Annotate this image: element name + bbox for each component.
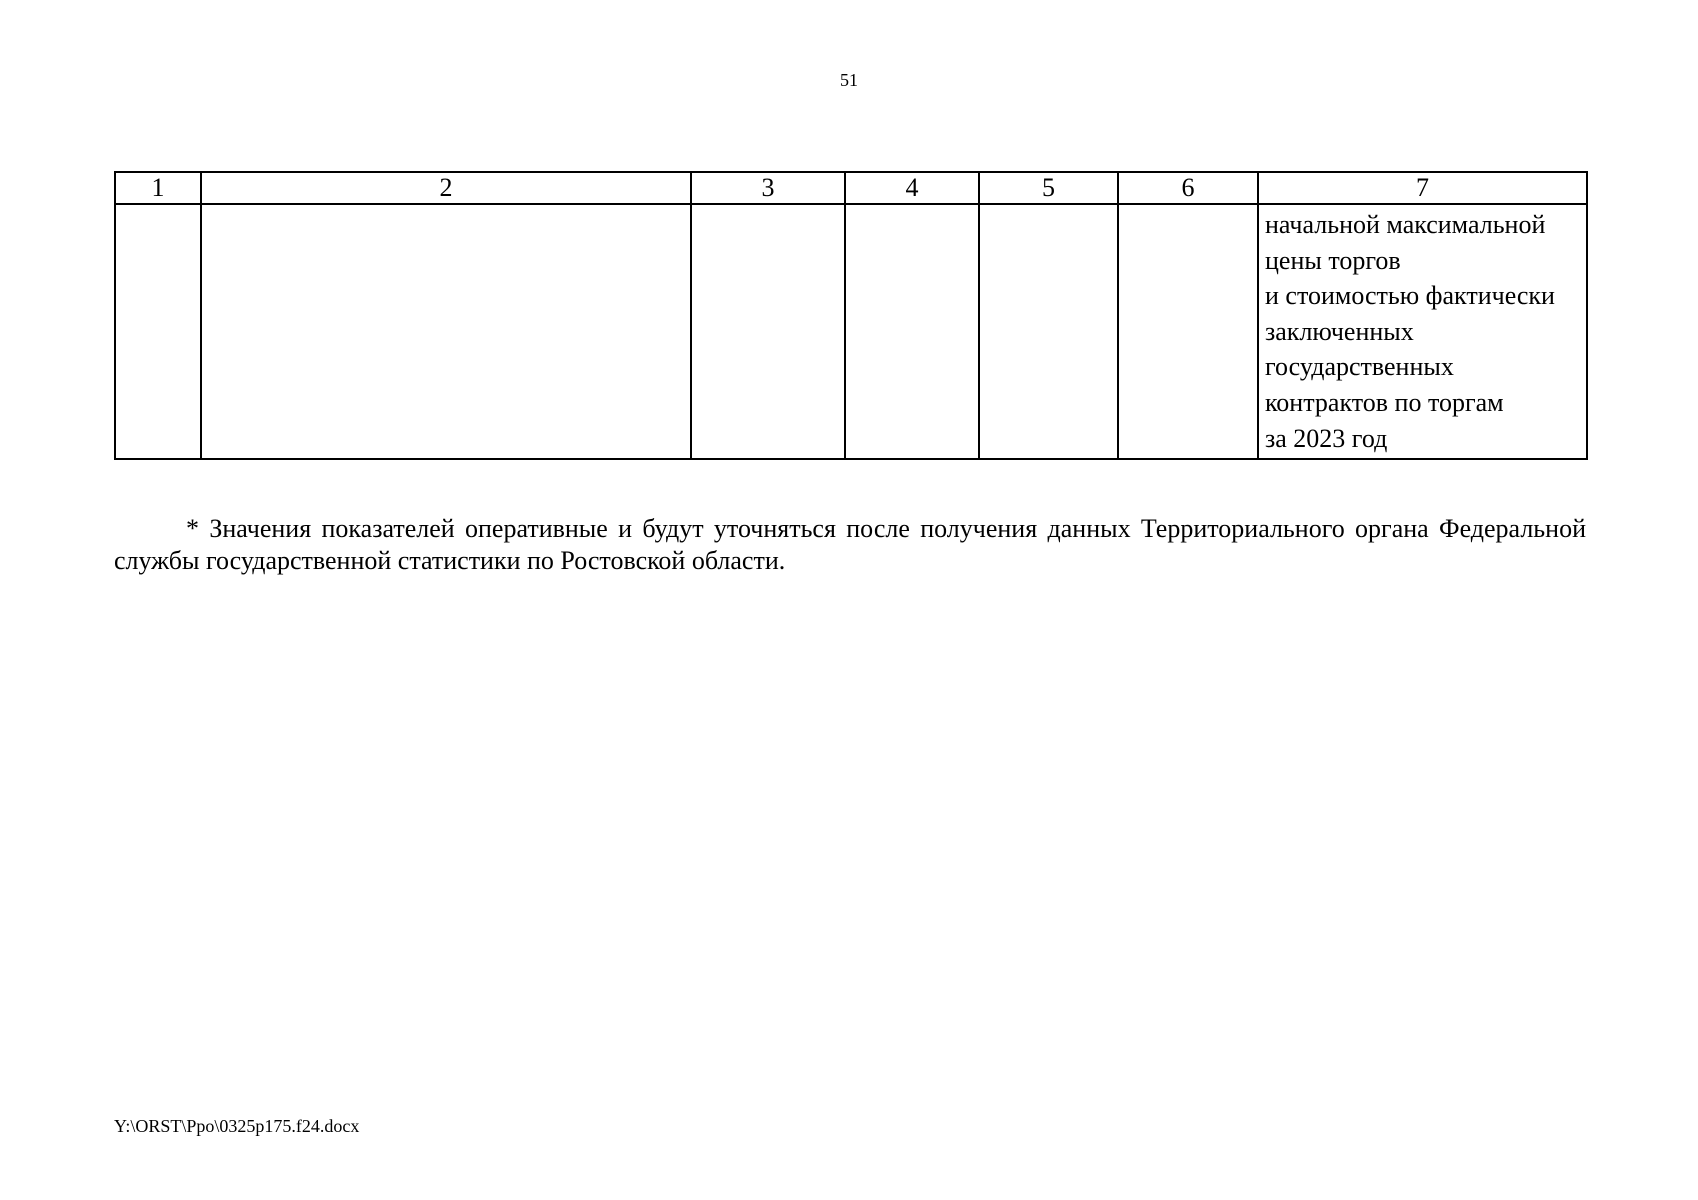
- table-header-row: [115, 172, 1587, 204]
- cell-text-line: государственных: [1265, 352, 1454, 382]
- table-row: [115, 204, 1587, 459]
- data-table: [114, 171, 1588, 460]
- file-path: Y:\ORST\Ppo\0325p175.f24.docx: [114, 1116, 360, 1136]
- table-cell-indicator-text: [1258, 204, 1587, 459]
- table-cell-empty: [115, 204, 201, 459]
- table-cell-empty: [845, 204, 979, 459]
- column-number-header: 1: [115, 172, 201, 204]
- column-number-header: 7: [1258, 172, 1587, 204]
- cell-text-line: и стоимостью фактически: [1265, 281, 1555, 311]
- footnote: * Значения показателей оперативные и будут уточняться после получения данных Территориального органа Федеральной службы государственной статистики по Ростовской области.: [114, 514, 1586, 575]
- column-number-header: 6: [1118, 172, 1258, 204]
- cell-text-line: контрактов по торгам: [1265, 387, 1504, 417]
- table-cell-empty: [979, 204, 1118, 459]
- cell-text-line: за 2023 год: [1265, 423, 1388, 453]
- cell-text-line: заключенных: [1265, 316, 1414, 346]
- cell-text-line: цены торгов: [1265, 245, 1401, 275]
- column-number-header: 4: [845, 172, 979, 204]
- table-cell-empty: [1118, 204, 1258, 459]
- page-number: 51: [840, 70, 858, 90]
- column-number-header: 5: [979, 172, 1118, 204]
- column-number-header: 3: [691, 172, 845, 204]
- table-cell-empty: [691, 204, 845, 459]
- cell-text-line: начальной максимальной: [1265, 210, 1546, 239]
- table-cell-empty: [201, 204, 691, 459]
- column-number-header: 2: [201, 172, 691, 204]
